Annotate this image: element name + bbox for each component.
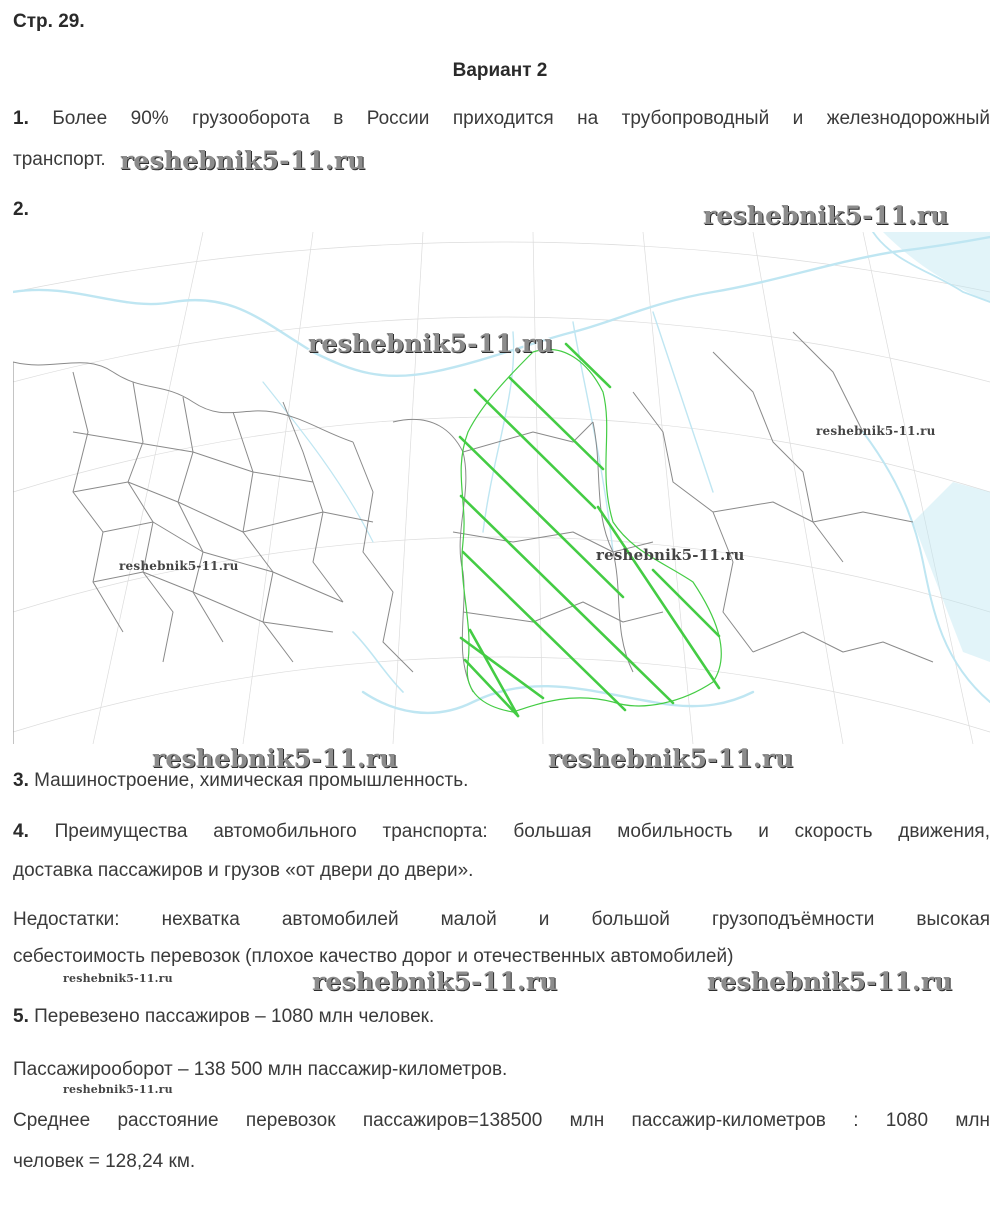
- answer-3-text: Машиностроение, химическая промышленность.: [34, 770, 469, 791]
- map-water-areas: [13, 232, 990, 713]
- watermark: reshebnik5-11.ru: [707, 967, 953, 996]
- watermark-small: reshebnik5-11.ru: [119, 559, 239, 573]
- answer-5-text-1: Перевезено пассажиров – 1080 млн человек.: [34, 1006, 435, 1027]
- answer-2-number: 2.: [13, 199, 29, 220]
- watermark: reshebnik5-11.ru: [120, 146, 366, 175]
- answer-4-line-2: доставка пассажиров и грузов «от двери до двери».: [13, 860, 474, 881]
- answer-4-line-1: [13, 820, 990, 844]
- answer-1-text-1: Более 90% грузооборота в России приходится на трубопроводный и железнодорожный: [52, 108, 991, 129]
- answer-4-line-4: себестоимость перевозок (плохое качество дорог и отечественных автомобилей): [13, 946, 734, 967]
- watermark: reshebnik5-11.ru: [703, 201, 949, 230]
- watermark: reshebnik5-11.ru: [308, 329, 554, 358]
- page-label: Стр. 29.: [13, 11, 85, 32]
- watermark: reshebnik5-11.ru: [548, 744, 794, 773]
- map-region-borders: [13, 332, 933, 744]
- answer-5-number: 5.: [13, 1006, 29, 1027]
- answer-4-text-1: Преимущества автомобильного транспорта: большая мобильность и скорость движения,: [54, 821, 991, 842]
- answer-5-line-2: Пассажирооборот – 138 500 млн пассажир-километров.: [13, 1059, 508, 1080]
- answer-1-line-1: [13, 107, 990, 131]
- watermark-small: reshebnik5-11.ru: [63, 972, 173, 985]
- answer-4-line-3: Недостатки: нехватка автомобилей малой и большой грузоподъёмности высокая: [13, 909, 990, 930]
- answer-1-line-2: транспорт.: [13, 149, 106, 170]
- watermark-small: reshebnik5-11.ru: [816, 424, 936, 438]
- variant-title: Вариант 2: [452, 60, 548, 81]
- russia-contour-map: [13, 232, 990, 744]
- answer-4-number: 4.: [13, 821, 29, 842]
- answer-1-number: 1.: [13, 108, 29, 129]
- answer-3-number: 3.: [13, 770, 29, 791]
- answer-5-line-3: Среднее расстояние перевозок пассажиров=138500 млн пассажир-километров : 1080 млн: [13, 1110, 990, 1131]
- answer-5-line-1: [13, 1005, 434, 1029]
- watermark: reshebnik5-11.ru: [152, 744, 398, 773]
- answer-5-line-4: человек = 128,24 км.: [13, 1151, 196, 1172]
- watermark: reshebnik5-11.ru: [312, 967, 558, 996]
- watermark-small: reshebnik5-11.ru: [596, 546, 745, 564]
- watermark-small: reshebnik5-11.ru: [63, 1083, 173, 1096]
